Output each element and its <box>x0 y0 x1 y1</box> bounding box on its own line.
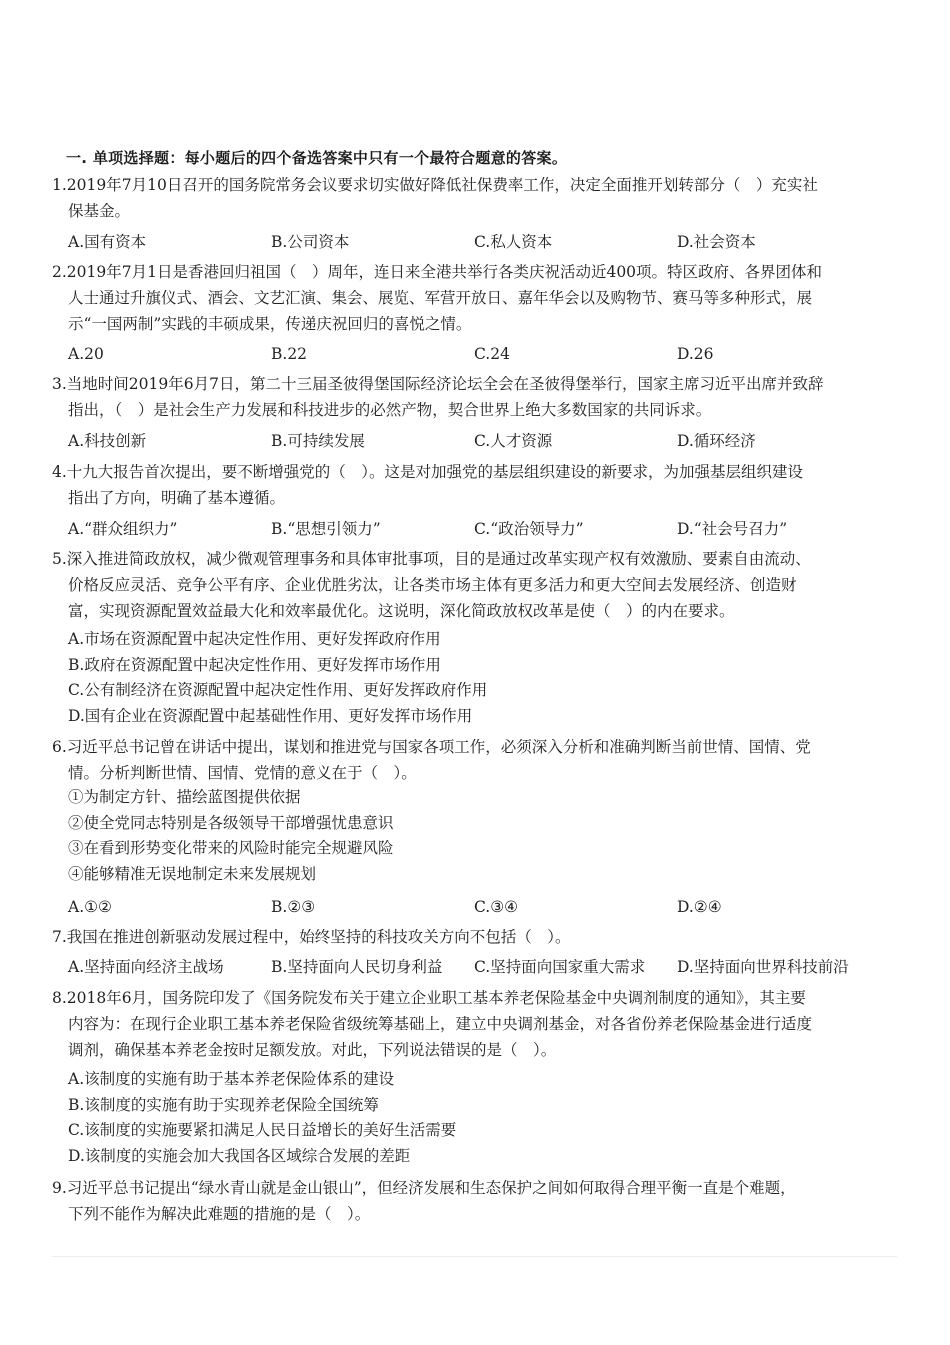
question-5-line-2: 价格反应灵活、竞争公平有序、企业优胜劣汰，让各类市场主体有更多活力和更大空间去发展经济、创造财 <box>68 576 797 594</box>
option-d[interactable]: D.社会资本 <box>677 233 756 251</box>
question-4-options <box>68 516 888 542</box>
option-b[interactable]: B.该制度的实施有助于实现养老保险全国统筹 <box>68 1095 379 1114</box>
option-c[interactable]: C.该制度的实施要紧扣满足人民日益增长的美好生活需要 <box>68 1121 457 1140</box>
question-8-line-3: 调剂，确保基本养老金按时足额发放。对此，下列说法错误的是（ ）。 <box>68 1041 557 1059</box>
question-1 <box>52 172 882 224</box>
option-d[interactable]: D.该制度的实施会加大我国各区域综合发展的差距 <box>68 1146 411 1165</box>
option-a[interactable]: A.坚持面向经济主战场 <box>68 958 224 976</box>
statement-1: ①为制定方针、描绘蓝图提供依据 <box>68 788 301 806</box>
statement-4: ④能够精准无误地制定未来发展规划 <box>68 864 317 883</box>
section-title: 一. 单项选择题：每小题后的四个备选答案中只有一个最符合题意的答案。 <box>66 149 568 167</box>
question-9-line-2: 下列不能作为解决此难题的措施的是（ ）。 <box>68 1205 371 1223</box>
question-1-line-2: 保基金。 <box>68 202 131 220</box>
option-b[interactable]: B.可持续发展 <box>271 432 365 450</box>
question-5-options <box>68 627 888 729</box>
question-4 <box>52 459 882 511</box>
option-a[interactable]: A.该制度的实施有助于基本养老保险体系的建设 <box>68 1070 395 1088</box>
option-a[interactable]: A.①② <box>68 898 112 916</box>
option-c[interactable]: C.“政治领导力” <box>474 520 584 538</box>
page-divider <box>52 1256 897 1257</box>
option-d[interactable]: D.循环经济 <box>677 432 756 450</box>
question-1-options <box>68 229 888 255</box>
question-2 <box>52 259 882 337</box>
question-7-line-1: 7.我国在推进创新驱动发展过程中，始终坚持的科技攻关方向不包括（ ）。 <box>52 928 571 946</box>
question-3 <box>52 371 882 423</box>
question-8-options <box>68 1067 888 1169</box>
question-4-line-2: 指出了方向，明确了基本遵循。 <box>68 489 286 507</box>
option-c[interactable]: C.人才资源 <box>474 432 553 450</box>
question-8-line-1: 8.2018年6月，国务院印发了《国务院发布关于建立企业职工基本养老保险基金中央调剂制度的通知》，其主要 <box>52 989 806 1007</box>
question-8 <box>52 985 882 1063</box>
question-7-options <box>68 954 888 980</box>
option-b[interactable]: B.坚持面向人民切身利益 <box>271 958 443 976</box>
question-6-line-1: 6.习近平总书记曾在讲话中提出，谋划和推进党与国家各项工作，必须深入分析和准确判断当前世情、国情、党 <box>52 738 811 756</box>
question-1-line-1: 1.2019年7月10日召开的国务院常务会议要求切实做好降低社保费率工作，决定全面推开划转部分（ ）充实社 <box>52 176 818 194</box>
option-c[interactable]: C.③④ <box>474 898 519 916</box>
option-c[interactable]: C.公有制经济在资源配置中起决定性作用、更好发挥政府作用 <box>68 681 488 700</box>
option-c[interactable]: C.坚持面向国家重大需求 <box>474 958 646 976</box>
question-7 <box>52 924 882 950</box>
option-d[interactable]: D.26 <box>677 345 714 363</box>
question-9-line-1: 9.习近平总书记提出“绿水青山就是金山银山”，但经济发展和生态保护之间如何取得合理平衡一直是个难题， <box>52 1179 796 1197</box>
question-6 <box>52 734 882 786</box>
statement-3: ③在看到形势变化带来的风险时能完全规避风险 <box>68 839 394 858</box>
option-a[interactable]: A.科技创新 <box>68 432 147 450</box>
question-5-line-3: 富，实现资源配置效益最大化和效率最优化。这说明，深化简政放权改革是使（ ）的内在要求。 <box>68 602 735 620</box>
option-d[interactable]: D.国有企业在资源配置中起基础性作用、更好发挥市场作用 <box>68 706 473 725</box>
option-a[interactable]: A.“群众组织力” <box>68 520 178 538</box>
option-b[interactable]: B.公司资本 <box>271 233 350 251</box>
question-5-line-1: 5.深入推进简政放权，减少微观管理事务和具体审批事项，目的是通过改革实现产权有效激励、要素自由流动、 <box>52 550 811 568</box>
question-2-line-2: 人士通过升旗仪式、酒会、文艺汇演、集会、展览、军营开放日、嘉年华会以及购物节、赛马等多种形式，展 <box>68 289 813 307</box>
option-b[interactable]: B.22 <box>271 345 308 363</box>
question-3-line-2: 指出，（ ）是社会生产力发展和科技进步的必然产物，契合世界上绝大多数国家的共同诉求。 <box>68 401 712 419</box>
question-2-options <box>68 341 888 367</box>
option-c[interactable]: C.24 <box>474 345 510 363</box>
question-8-line-2: 内容为：在现行企业职工基本养老保险省级统筹基础上，建立中央调剂基金，对各省份养老保险基金进行适度 <box>68 1015 813 1033</box>
question-3-line-1: 3.当地时间2019年6月7日，第二十三届圣彼得堡国际经济论坛全会在圣彼得堡举行，国家主席习近平出席并致辞 <box>52 375 824 393</box>
question-4-line-1: 4.十九大报告首次提出，要不断增强党的（ ）。这是对加强党的基层组织建设的新要求，为加强基层组织建设 <box>52 463 804 481</box>
option-a[interactable]: A.国有资本 <box>68 233 147 251</box>
option-d[interactable]: D.坚持面向世界科技前沿 <box>677 958 849 976</box>
option-d[interactable]: D.“社会号召力” <box>677 520 788 538</box>
question-6-line-2: 情。分析判断世情、国情、党情的意义在于（ ）。 <box>68 764 417 782</box>
option-a[interactable]: A.市场在资源配置中起决定性作用、更好发挥政府作用 <box>68 630 441 648</box>
option-b[interactable]: B.“思想引领力” <box>271 520 381 538</box>
option-a[interactable]: A.20 <box>68 345 104 363</box>
statement-2: ②使全党同志特别是各级领导干部增强忧患意识 <box>68 813 394 832</box>
question-6-options <box>68 894 888 920</box>
question-5 <box>52 546 882 624</box>
question-3-options <box>68 428 888 454</box>
question-9 <box>52 1175 882 1227</box>
option-d[interactable]: D.②④ <box>677 898 722 916</box>
question-2-line-3: 示“一国两制”实践的丰硕成果，传递庆祝回归的喜悦之情。 <box>68 315 472 333</box>
option-b[interactable]: B.政府在资源配置中起决定性作用、更好发挥市场作用 <box>68 655 441 674</box>
option-b[interactable]: B.②③ <box>271 898 316 916</box>
question-6-statements <box>68 785 888 887</box>
option-c[interactable]: C.私人资本 <box>474 233 553 251</box>
question-2-line-1: 2.2019年7月1日是香港回归祖国（ ）周年，连日来全港共举行各类庆祝活动近400项。特区政府、各界团体和 <box>52 263 823 281</box>
